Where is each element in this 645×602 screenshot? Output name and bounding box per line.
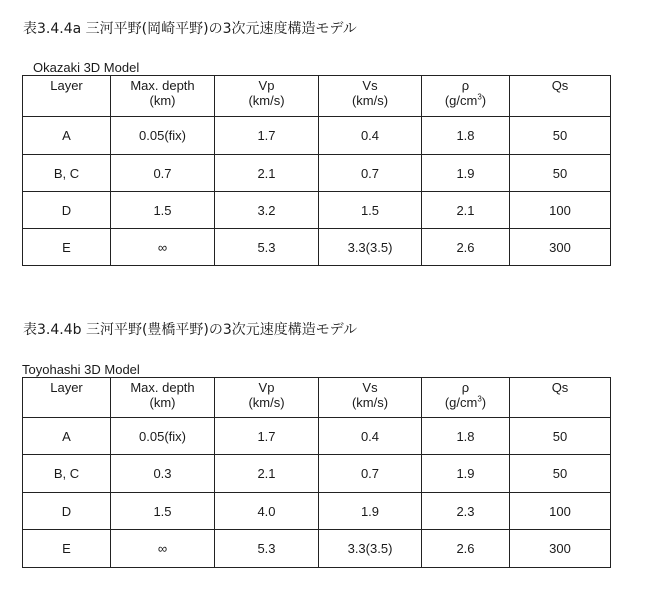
table-cell: 5.3 — [215, 530, 319, 568]
table-cell: 0.05(fix) — [111, 117, 215, 155]
header-name: Layer — [50, 380, 83, 395]
table-a-caption: 表3.4.4a 三河平野(岡崎平野)の3次元速度構造モデル — [23, 21, 357, 37]
header-cell — [111, 76, 215, 117]
table-cell: 4.0 — [215, 493, 319, 530]
table-cell: ∞ — [111, 530, 215, 568]
table-row — [23, 229, 611, 266]
table-cell: 2.1 — [215, 455, 319, 493]
table-b-model-name: Toyohashi 3D Model — [22, 362, 140, 377]
table-cell: 50 — [510, 117, 611, 155]
table-cell: 3.3(3.5) — [319, 530, 422, 568]
table-cell: B, C — [23, 455, 111, 493]
header-name: Vs — [362, 78, 378, 93]
table-cell: 1.5 — [111, 493, 215, 530]
header-cell — [215, 76, 319, 117]
table-cell: 1.7 — [215, 117, 319, 155]
header-unit: (km/s) — [248, 93, 285, 108]
table-cell: A — [23, 418, 111, 455]
table-cell: 5.3 — [215, 229, 319, 266]
table-cell: 0.4 — [319, 117, 422, 155]
table-cell: 100 — [510, 493, 611, 530]
table-cell: ∞ — [111, 229, 215, 266]
header-cell — [319, 76, 422, 117]
table-cell: 1.8 — [422, 117, 510, 155]
okazaki-velocity-table — [22, 75, 611, 266]
table-cell: 1.5 — [319, 192, 422, 229]
table-cell: 300 — [510, 229, 611, 266]
table-cell: 2.3 — [422, 493, 510, 530]
header-name: Vp — [258, 78, 275, 93]
table-row — [23, 117, 611, 155]
table-cell: 2.1 — [215, 155, 319, 192]
table-cell: 2.6 — [422, 530, 510, 568]
header-cell — [422, 378, 510, 418]
table-cell: 3.3(3.5) — [319, 229, 422, 266]
header-unit: (km/s) — [248, 395, 285, 410]
header-unit: (km/s) — [351, 395, 389, 410]
table-row — [23, 155, 611, 192]
header-name: Qs — [551, 78, 569, 93]
header-unit: (km) — [149, 93, 176, 108]
table-cell: A — [23, 117, 111, 155]
table-cell: 0.3 — [111, 455, 215, 493]
table-cell: E — [23, 229, 111, 266]
header-name: Vp — [258, 380, 275, 395]
header-cell — [422, 76, 510, 117]
table-cell: 100 — [510, 192, 611, 229]
table-cell: B, C — [23, 155, 111, 192]
header-unit: (km) — [149, 395, 176, 410]
table-cell: D — [23, 493, 111, 530]
header-cell — [510, 76, 611, 117]
table-cell: 1.9 — [319, 493, 422, 530]
table-cell: 0.7 — [319, 155, 422, 192]
header-unit: (km/s) — [351, 93, 389, 108]
header-name: ρ — [461, 380, 470, 395]
header-unit: $(g/cm^3)$ — [444, 394, 487, 410]
header-cell — [319, 378, 422, 418]
header-name: ρ — [461, 78, 470, 93]
table-cell: 1.5 — [111, 192, 215, 229]
table-row — [23, 192, 611, 229]
header-cell — [510, 378, 611, 418]
table-row — [23, 418, 611, 455]
table-cell: 2.6 — [422, 229, 510, 266]
table-row — [23, 530, 611, 568]
table-b-header-row — [23, 378, 611, 418]
table-b-caption: 表3.4.4b 三河平野(豊橋平野)の3次元速度構造モデル — [23, 322, 358, 338]
table-cell: 1.8 — [422, 418, 510, 455]
header-name: Vs — [362, 380, 378, 395]
table-cell: 0.05(fix) — [111, 418, 215, 455]
header-name: Max. depth — [130, 78, 195, 93]
table-cell: 300 — [510, 530, 611, 568]
table-cell: 0.7 — [319, 455, 422, 493]
table-cell: 50 — [510, 155, 611, 192]
table-row — [23, 493, 611, 530]
table-cell: 50 — [510, 455, 611, 493]
table-cell: 0.4 — [319, 418, 422, 455]
table-cell: 0.7 — [111, 155, 215, 192]
toyohashi-velocity-table — [22, 377, 611, 568]
table-a-model-name: Okazaki 3D Model — [33, 60, 140, 75]
table-cell: 1.9 — [422, 455, 510, 493]
table-a-header-row — [23, 76, 611, 117]
header-cell — [111, 378, 215, 418]
table-cell: 2.1 — [422, 192, 510, 229]
header-name: Max. depth — [130, 380, 195, 395]
table-cell: E — [23, 530, 111, 568]
table-cell: 1.7 — [215, 418, 319, 455]
header-cell — [23, 76, 111, 117]
header-name: Qs — [551, 380, 569, 395]
header-cell — [215, 378, 319, 418]
table-cell: 50 — [510, 418, 611, 455]
table-cell: 1.9 — [422, 155, 510, 192]
table-cell: 3.2 — [215, 192, 319, 229]
table-cell: D — [23, 192, 111, 229]
header-cell — [23, 378, 111, 418]
header-unit: $(g/cm^3)$ — [444, 92, 487, 108]
table-row — [23, 455, 611, 493]
header-name: Layer — [50, 78, 83, 93]
